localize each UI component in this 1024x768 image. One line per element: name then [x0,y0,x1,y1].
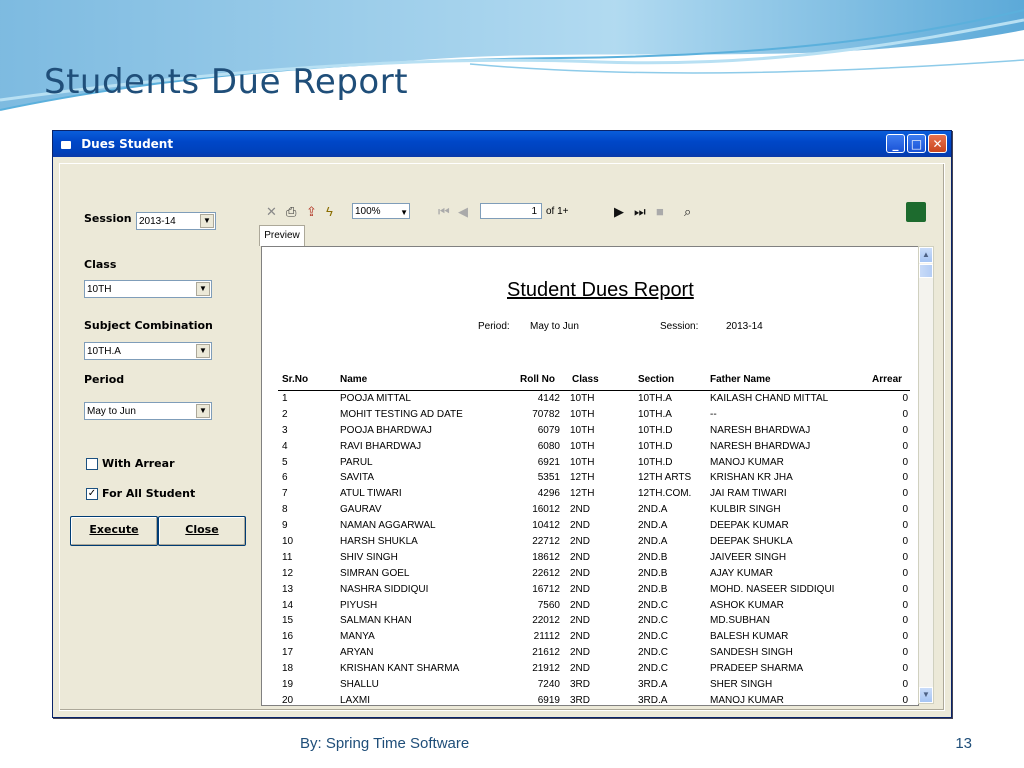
table-cell: 2ND [570,599,591,611]
table-cell: 0 [902,567,908,579]
table-cell: 0 [902,583,908,595]
table-cell: 3 [282,424,288,436]
table-cell: 0 [902,647,908,659]
table-cell: 1 [282,393,288,404]
table-cell: 7 [282,488,288,500]
table-row [262,614,918,630]
table-cell: ASHOK KUMAR [710,599,784,611]
subject-combination-label: Subject Combination [84,319,213,332]
table-row [262,678,918,694]
table-cell: 18612 [532,551,560,563]
table-cell: 17 [282,647,294,659]
table-row [262,567,918,583]
header-divider [278,390,910,391]
table-cell: 18 [282,663,294,675]
table-cell: DEEPAK KUMAR [710,520,789,532]
table-cell: 0 [902,679,908,691]
table-cell: 2ND.C [638,663,669,675]
table-cell: PRADEEP SHARMA [710,663,804,675]
table-cell: SHIV SINGH [340,551,398,563]
table-cell: 22012 [532,615,560,627]
stop-icon[interactable]: ■ [656,204,664,219]
slide-page-number: 13 [955,735,972,752]
vertical-scrollbar[interactable] [918,246,934,704]
table-cell: PARUL [340,456,373,468]
report-title: Student Dues Report [507,279,694,301]
table-cell: 22712 [532,536,560,548]
table-cell: SAVITA [340,472,375,484]
table-cell: NAMAN AGGARWAL [340,520,436,532]
table-cell: 2ND.C [638,599,669,611]
table-cell: 2ND.A [638,504,668,516]
execute-button[interactable]: Execute [70,516,158,546]
slide-title: Students Due Report [44,62,409,102]
table-cell: 7240 [537,679,560,691]
with-arrear-label: With Arrear [102,457,175,470]
table-cell: NARESH BHARDWAJ [710,440,811,452]
table-cell: 4 [282,440,288,452]
report-period-value: May to Jun [530,321,579,332]
table-cell: 16 [282,631,294,643]
table-cell: ATUL TIWARI [340,488,402,500]
refresh-icon[interactable]: ϟ [326,204,333,219]
table-cell: 2 [282,408,288,420]
table-cell: 4142 [537,393,560,404]
table-cell: 2ND.C [638,631,669,643]
table-cell: 7560 [537,599,560,611]
table-cell: 0 [902,393,908,404]
table-cell: 16012 [532,504,560,516]
table-cell: 3RD.A [638,694,668,706]
table-cell: 3RD [570,694,591,706]
table-cell: ARYAN [340,647,374,659]
print-icon[interactable]: ⎙ [286,204,297,219]
table-cell: 21912 [532,663,560,675]
table-cell: JAIVEER SINGH [710,551,787,563]
table-cell: SIMRAN GOEL [340,567,410,579]
table-cell: NARESH BHARDWAJ [710,424,811,436]
table-row [262,424,918,440]
table-cell: 12TH [570,488,595,500]
table-cell: 20 [282,694,294,706]
report-session-label: Session: [660,321,699,332]
crystal-logo-icon [906,202,926,222]
table-cell: 0 [902,520,908,532]
table-cell: RAVI BHARDWAJ [340,440,422,452]
next-page-icon[interactable]: ▶ [614,204,624,219]
table-cell: 2ND.B [638,583,668,595]
table-cell: 2ND.A [638,536,668,548]
column-header: Arrear [872,374,903,385]
table-cell: 0 [902,615,908,627]
column-header: Section [638,374,675,385]
table-cell: POOJA BHARDWAJ [340,424,432,436]
table-cell: JAI RAM TIWARI [710,488,787,500]
page-number-input[interactable]: 1 [480,203,542,219]
table-cell: 14 [282,599,294,611]
table-cell: 2ND [570,583,591,595]
subject-combination-value: 10TH.A [87,346,121,357]
table-cell: MD.SUBHAN [710,615,771,627]
table-cell: 10TH [570,456,595,468]
tab-preview[interactable]: Preview [259,225,305,246]
table-row [262,646,918,662]
report-session-value: 2013-14 [726,321,763,332]
column-header: Class [572,374,599,385]
table-row [262,599,918,615]
table-row [262,487,918,503]
table-cell: 2ND [570,536,591,548]
table-cell: -- [710,408,717,420]
dues-student-window [52,130,952,718]
scroll-thumb[interactable] [919,264,933,278]
chevron-down-icon[interactable]: ▼ [196,404,210,418]
table-cell: 10TH.D [638,440,673,452]
table-cell: LAXMI [340,694,371,706]
window-titlebar[interactable] [53,131,951,157]
table-cell: 12 [282,567,294,579]
table-cell: 6919 [537,694,560,706]
zoom-select[interactable] [352,203,410,219]
table-cell: 0 [902,504,908,516]
table-cell: 19 [282,679,294,691]
close-report-icon[interactable]: ✕ [266,204,277,219]
table-cell: 6080 [537,440,560,452]
table-row [262,583,918,599]
table-cell: SHALLU [340,679,379,691]
table-cell: 6079 [537,424,560,436]
table-row [262,630,918,646]
table-cell: 10 [282,536,294,548]
table-cell: 2ND.C [638,647,669,659]
table-cell: 0 [902,694,908,706]
table-cell: 10TH [570,440,595,452]
page-count: of 1+ [546,206,569,217]
table-cell: 22612 [532,567,560,579]
table-cell: 12TH.COM. [638,488,692,500]
table-cell: 2ND [570,567,591,579]
window-title: Dues Student [81,137,174,151]
table-cell: 10412 [532,520,560,532]
table-cell: 5351 [537,472,560,484]
table-cell: 2ND [570,520,591,532]
table-row [262,440,918,456]
footer-text: By: Spring Time Software [300,735,470,752]
table-cell: 6 [282,472,288,484]
session-label: Session [84,212,132,225]
table-cell: 6921 [537,456,560,468]
table-cell: 2ND [570,663,591,675]
table-cell: 0 [902,408,908,420]
column-header: Father Name [710,374,771,385]
previous-page-icon[interactable]: ◀ [458,204,468,219]
table-cell: 2ND.B [638,551,668,563]
column-header: Roll No [520,374,555,385]
class-label: Class [84,258,117,271]
table-row [262,503,918,519]
table-cell: 12TH ARTS [638,472,692,484]
table-cell: GAURAV [340,504,382,516]
table-cell: 10TH.D [638,456,673,468]
table-cell: 2ND.C [638,615,669,627]
table-cell: 0 [902,631,908,643]
scroll-up-icon[interactable]: ▲ [919,247,933,263]
class-value: 10TH [87,284,112,295]
table-cell: 2ND [570,551,591,563]
report-rows [262,392,918,706]
table-cell: MOHD. NASEER SIDDIQUI [710,583,835,595]
table-cell: PIYUSH [340,599,378,611]
table-cell: 4296 [537,488,560,500]
table-cell: SANDESH SINGH [710,647,793,659]
table-row [262,471,918,487]
table-cell: 21612 [532,647,560,659]
table-cell: 70782 [532,408,560,420]
period-label: Period [84,373,125,386]
chevron-down-icon[interactable]: ▼ [196,282,210,296]
table-cell: AJAY KUMAR [710,567,773,579]
report-period-label: Period: [478,321,510,332]
table-row [262,519,918,535]
table-cell: 2ND.B [638,567,668,579]
minimize-button[interactable]: _ [886,134,905,153]
chevron-down-icon[interactable]: ▼ [400,208,408,217]
table-cell: SALMAN KHAN [340,615,412,627]
for-all-student-label: For All Student [102,487,196,500]
table-cell: KRISHAN KANT SHARMA [340,663,460,675]
column-header: Name [340,374,368,385]
close-button[interactable]: Close [158,516,246,546]
table-cell: 16712 [532,583,560,595]
table-cell: 3RD.A [638,679,668,691]
table-cell: MANOJ KUMAR [710,456,784,468]
table-cell: 2ND [570,504,591,516]
table-cell: 10TH [570,424,595,436]
table-cell: 2ND [570,615,591,627]
table-cell: 10TH [570,408,595,420]
table-cell: 15 [282,615,294,627]
period-value: May to Jun [87,406,136,417]
table-cell: 5 [282,456,288,468]
table-row [262,535,918,551]
table-cell: 0 [902,599,908,611]
table-cell: SHER SINGH [710,679,773,691]
table-cell: HARSH SHUKLA [340,536,418,548]
export-icon[interactable]: ⇪ [306,204,317,219]
session-value: 2013-14 [139,216,176,227]
table-cell: BALESH KUMAR [710,631,789,643]
table-cell: 11 [282,551,293,563]
table-cell: KULBIR SINGH [710,504,781,516]
table-cell: 0 [902,424,908,436]
subject-combination-select[interactable] [84,342,212,360]
column-header: Sr.No [282,374,309,385]
table-cell: 0 [902,536,908,548]
chevron-down-icon[interactable]: ▼ [200,214,214,228]
last-page-icon[interactable]: ⏭ [634,204,646,219]
window-body [59,163,945,711]
table-row [262,408,918,424]
table-row [262,392,918,408]
table-cell: KAILASH CHAND MITTAL [710,393,829,404]
table-cell: 0 [902,472,908,484]
table-cell: 0 [902,551,908,563]
table-cell: MANOJ KUMAR [710,694,784,706]
table-cell: 10TH [570,393,595,404]
close-window-button[interactable]: ✕ [928,134,947,153]
maximize-button[interactable]: □ [907,134,926,153]
class-select[interactable] [84,280,212,298]
table-cell: 10TH.A [638,393,672,404]
period-select[interactable] [84,402,212,420]
session-select[interactable] [136,212,216,230]
for-all-student-checkbox[interactable]: ✓ [87,488,97,499]
report-preview [261,246,919,706]
table-cell: 2ND [570,647,591,659]
table-cell: 21112 [533,631,560,643]
binoculars-icon[interactable]: ⌕ [684,204,692,219]
table-cell: KRISHAN KR JHA [710,472,793,484]
table-cell: 9 [282,520,288,532]
table-cell: 0 [902,488,908,500]
zoom-value: 100% [355,206,381,217]
chevron-down-icon[interactable]: ▼ [196,344,210,358]
table-cell: 2ND [570,631,591,643]
table-row [262,694,918,706]
table-cell: 8 [282,504,288,516]
table-cell: MANYA [340,631,375,643]
table-cell: 12TH [570,472,595,484]
table-row [262,662,918,678]
table-cell: DEEPAK SHUKLA [710,536,793,548]
table-cell: NASHRA SIDDIQUI [340,583,429,595]
table-row [262,551,918,567]
table-row [262,456,918,472]
table-cell: 2ND.A [638,520,668,532]
table-cell: 13 [282,583,294,595]
table-cell: POOJA MITTAL [340,393,411,404]
report-toolbar [252,200,932,224]
first-page-icon[interactable]: ⏮ [438,204,450,219]
table-cell: 0 [902,456,908,468]
table-cell: 0 [902,440,908,452]
window-icon [61,141,71,149]
with-arrear-checkbox[interactable] [86,458,98,470]
table-cell: 10TH.A [638,408,672,420]
table-cell: 0 [902,663,908,675]
table-cell: 3RD [570,679,591,691]
table-cell: MOHIT TESTING AD DATE [340,408,463,420]
scroll-down-icon[interactable]: ▼ [919,687,933,703]
table-cell: 10TH.D [638,424,673,436]
